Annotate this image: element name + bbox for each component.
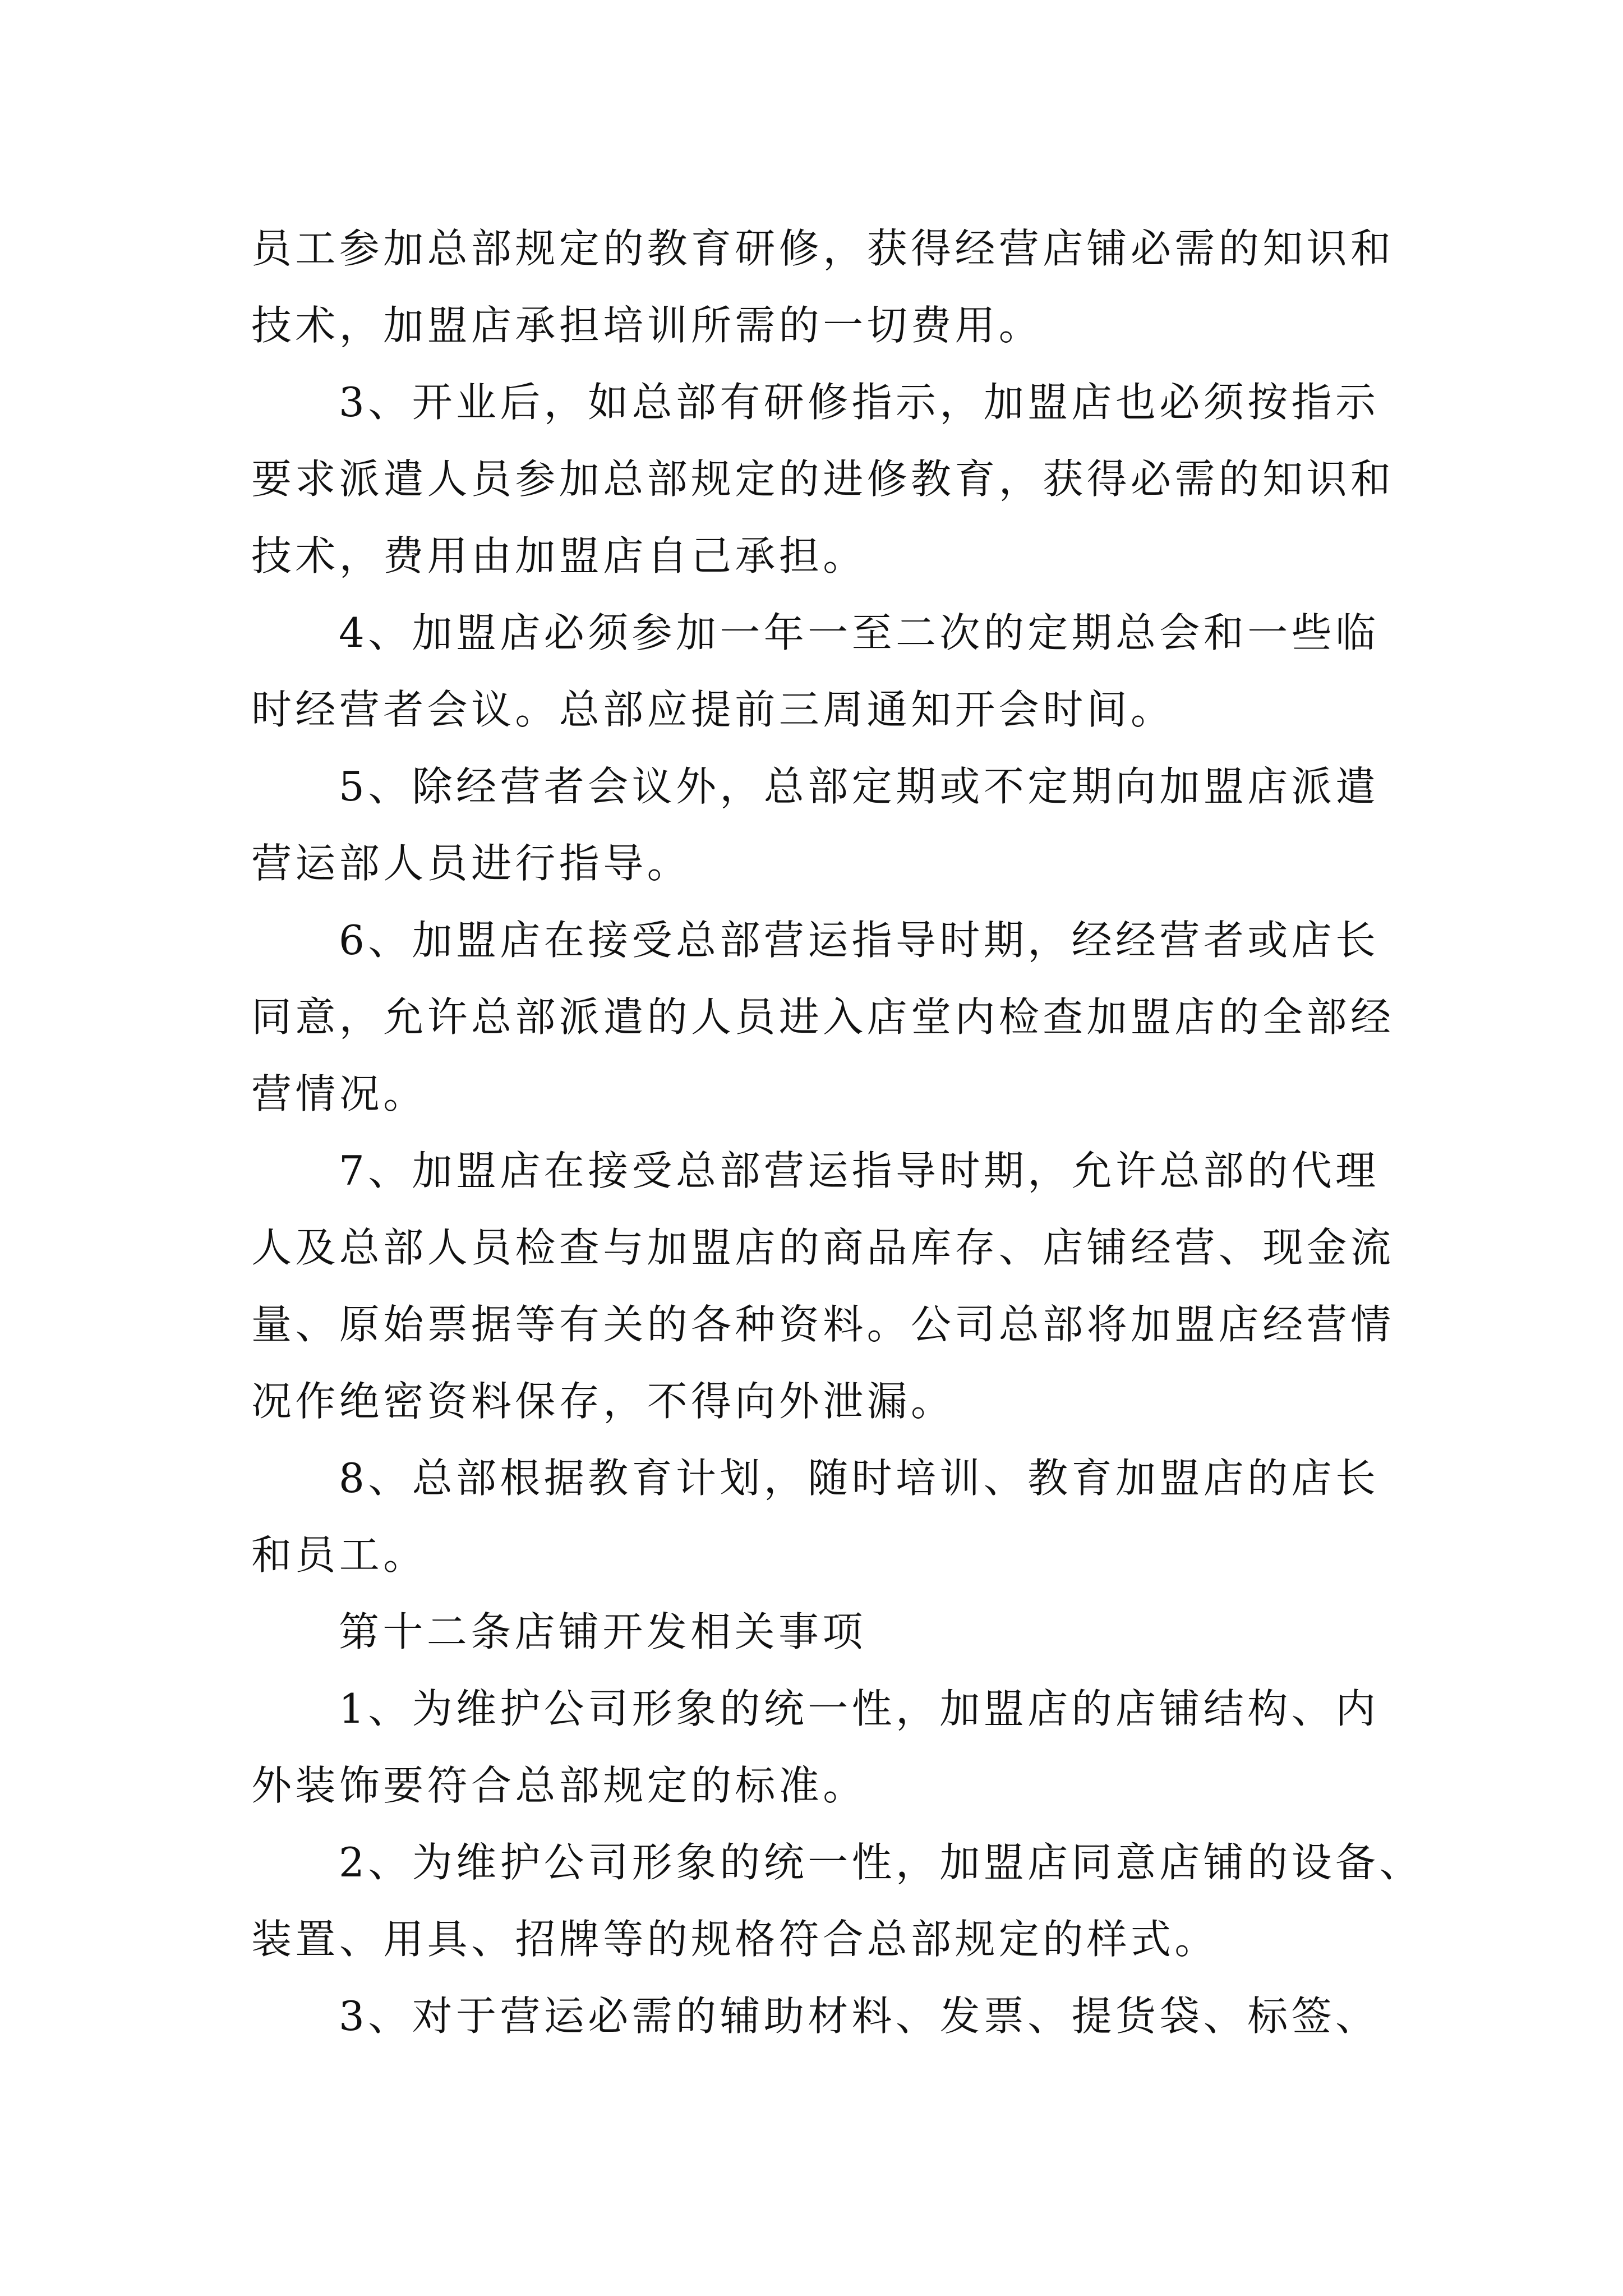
paragraph-start: 6、加盟店在接受总部营运指导时期，经经营者或店长 [339,917,1380,964]
paragraph-start: 2、为维护公司形象的统一性，加盟店同意店铺的设备、 [339,1839,1423,1886]
paragraph-start: 7、加盟店在接受总部营运指导时期，允许总部的代理 [339,1147,1380,1194]
text-line: 况作绝密资料保存，不得向外泄漏。 [251,1378,955,1425]
paragraph-start: 3、对于营运必需的辅助材料、发票、提货袋、标签、 [339,1993,1380,2040]
paragraph-start: 5、除经营者会议外，总部定期或不定期向加盟店派遣 [339,763,1380,810]
text-line: 营情况。 [251,1070,427,1117]
text-line: 量、原始票据等有关的各种资料。公司总部将加盟店经营情 [251,1301,1395,1348]
paragraph-start: 8、总部根据教育计划，随时培训、教育加盟店的店长 [339,1455,1380,1502]
section-heading: 第十二条店铺开发相关事项 [339,1608,866,1655]
document-body [251,210,1423,2055]
text-line: 营运部人员进行指导。 [251,840,691,887]
text-line: 员工参加总部规定的教育研修，获得经营店铺必需的知识和 [251,225,1395,272]
paragraph-start: 4、加盟店必须参加一年一至二次的定期总会和一些临 [339,609,1380,656]
text-line: 人及总部人员检查与加盟店的商品库存、店铺经营、现金流 [251,1224,1395,1271]
text-line: 时经营者会议。总部应提前三周通知开会时间。 [251,686,1175,733]
text-line: 要求派遣人员参加总部规定的进修教育，获得必需的知识和 [251,455,1395,503]
paragraph-start: 1、为维护公司形象的统一性，加盟店的店铺结构、内 [339,1685,1380,1732]
text-line: 技术，加盟店承担培训所需的一切费用。 [251,302,1043,349]
text-line: 装置、用具、招牌等的规格符合总部规定的样式。 [251,1916,1219,1963]
text-line: 和员工。 [251,1531,427,1579]
text-line: 同意，允许总部派遣的人员进入店堂内检查加盟店的全部经 [251,993,1395,1041]
text-line: 外装饰要符合总部规定的标准。 [251,1762,867,1809]
text-line: 技术，费用由加盟店自己承担。 [251,532,867,579]
paragraph-start: 3、开业后，如总部有研修指示，加盟店也必须按指示 [339,379,1380,426]
